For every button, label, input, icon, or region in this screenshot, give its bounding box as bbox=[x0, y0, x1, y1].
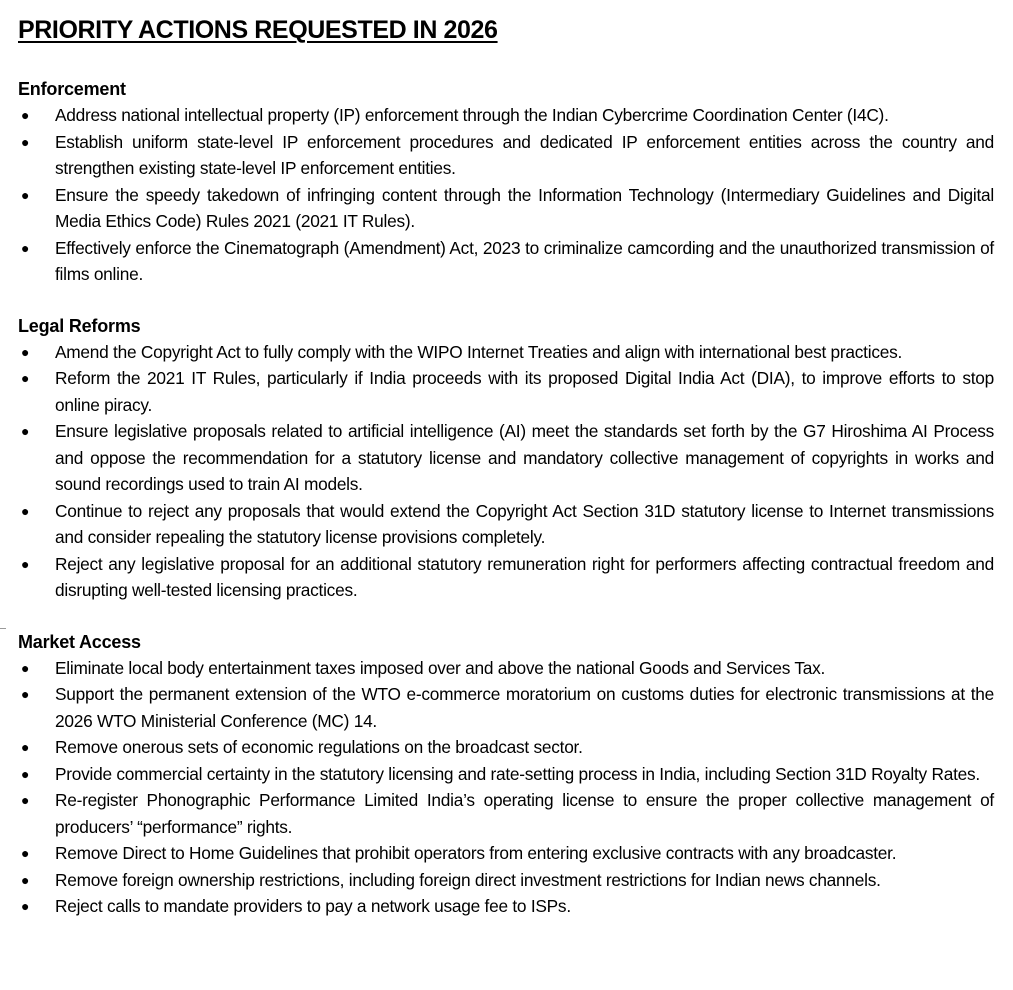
list-item-text: Continue to reject any proposals that would extend the Copyright Act Section 31D statutory license to Internet transmissions and consider repealing the statutory license provisions completely. bbox=[55, 500, 994, 547]
list-item bbox=[18, 867, 994, 894]
list-item-text: Eliminate local body entertainment taxes imposed over and above the national Goods and Services Tax. bbox=[55, 657, 826, 678]
list-item-text: Effectively enforce the Cinematograph (Amendment) Act, 2023 to criminalize camcording and the unauthorized transmission of films online. bbox=[55, 237, 994, 284]
bullet-icon: ● bbox=[21, 555, 30, 572]
bullet-icon: ● bbox=[21, 845, 30, 861]
bullet-icon: ● bbox=[21, 739, 30, 755]
bullet-icon: ● bbox=[21, 871, 30, 888]
list-item bbox=[18, 102, 994, 129]
list-item bbox=[18, 761, 994, 788]
list-item-text: Ensure legislative proposals related to artificial intelligence (AI) meet the standards set forth by the G7 Hiroshima AI Process and oppose the recommendation for a statutory license and mandatory collective management of copyrights in works and sound recordings used to train AI models. bbox=[55, 421, 994, 494]
bullet-list bbox=[18, 655, 994, 920]
bullet-icon: ● bbox=[21, 370, 30, 386]
list-item-text: Reform the 2021 IT Rules, particularly if India proceeds with its proposed Digital India Act (DIA), to improve efforts to stop online piracy. bbox=[55, 368, 994, 415]
list-item bbox=[18, 339, 994, 366]
list-item bbox=[18, 418, 994, 498]
list-item-text: Remove Direct to Home Guidelines that prohibit operators from entering exclusive contracts with any broadcaster. bbox=[55, 843, 897, 863]
list-item bbox=[18, 787, 994, 840]
margin-mark bbox=[0, 628, 6, 629]
list-item-text: Reject calls to mandate providers to pay a network usage fee to ISPs. bbox=[55, 896, 571, 916]
list-item-text: Address national intellectual property (IP) enforcement through the Indian Cybercrime Coordination Center (I4C). bbox=[55, 105, 889, 125]
bullet-list bbox=[18, 339, 994, 604]
document-body bbox=[18, 14, 994, 920]
list-item bbox=[18, 182, 994, 235]
list-item-text: Support the permanent extension of the WTO e-commerce moratorium on customs duties for electronic transmissions at the 2026 WTO Ministerial Conference (MC) 14. bbox=[55, 684, 994, 731]
list-item-text: Reject any legislative proposal for an additional statutory remuneration right for performers affecting contractual freedom and disrupting well-tested licensing practices. bbox=[55, 553, 994, 600]
section-market-access bbox=[18, 629, 994, 920]
bullet-icon: ● bbox=[21, 502, 30, 519]
bullet-icon: ● bbox=[21, 239, 30, 256]
section-heading: Legal Reforms bbox=[18, 315, 141, 336]
bullet-icon: ● bbox=[21, 686, 30, 702]
list-item bbox=[18, 129, 994, 182]
bullet-icon: ● bbox=[21, 792, 30, 808]
list-item-text: Establish uniform state-level IP enforcement procedures and dedicated IP enforcement entities across the country and strengthen existing state-level IP enforcement entities. bbox=[55, 131, 994, 178]
list-item bbox=[18, 551, 994, 604]
list-item bbox=[18, 840, 994, 867]
list-item-text: Ensure the speedy takedown of infringing content through the Information Technology (Intermediary Guidelines and Digital Media Ethics Code) Rules 2021 (2021 IT Rules). bbox=[55, 184, 994, 231]
list-item bbox=[18, 893, 994, 920]
bullet-icon: ● bbox=[21, 765, 30, 782]
list-item-text: Remove onerous sets of economic regulations on the broadcast sector. bbox=[55, 737, 583, 757]
list-item-text: Remove foreign ownership restrictions, including foreign direct investment restrictions for Indian news channels. bbox=[55, 869, 881, 890]
list-item bbox=[18, 681, 994, 734]
list-item bbox=[18, 655, 994, 682]
bullet-icon: ● bbox=[21, 343, 30, 360]
section-heading: Enforcement bbox=[18, 79, 126, 99]
list-item-text: Provide commercial certainty in the statutory licensing and rate-setting process in India, including Section 31D Royalty Rates. bbox=[55, 763, 980, 784]
bullet-icon: ● bbox=[21, 659, 30, 676]
list-item-text: Re-register Phonographic Performance Limited India’s operating license to ensure the proper collective management of producers’ “performance” rights. bbox=[55, 790, 994, 837]
list-item bbox=[18, 235, 994, 288]
page-title: PRIORITY ACTIONS REQUESTED IN 2026 bbox=[18, 16, 498, 44]
section-legal-reforms bbox=[18, 313, 994, 604]
list-item-text: Amend the Copyright Act to fully comply with the WIPO Internet Treaties and align with international best practices. bbox=[55, 341, 903, 362]
section-heading: Market Access bbox=[18, 631, 141, 652]
bullet-icon: ● bbox=[21, 107, 30, 123]
list-item bbox=[18, 365, 994, 418]
list-item bbox=[18, 734, 994, 761]
bullet-icon: ● bbox=[21, 898, 30, 914]
bullet-icon: ● bbox=[21, 423, 30, 439]
list-item bbox=[18, 498, 994, 551]
bullet-icon: ● bbox=[21, 133, 30, 150]
section-enforcement bbox=[18, 76, 994, 288]
bullet-icon: ● bbox=[21, 186, 30, 203]
bullet-list bbox=[18, 102, 994, 288]
